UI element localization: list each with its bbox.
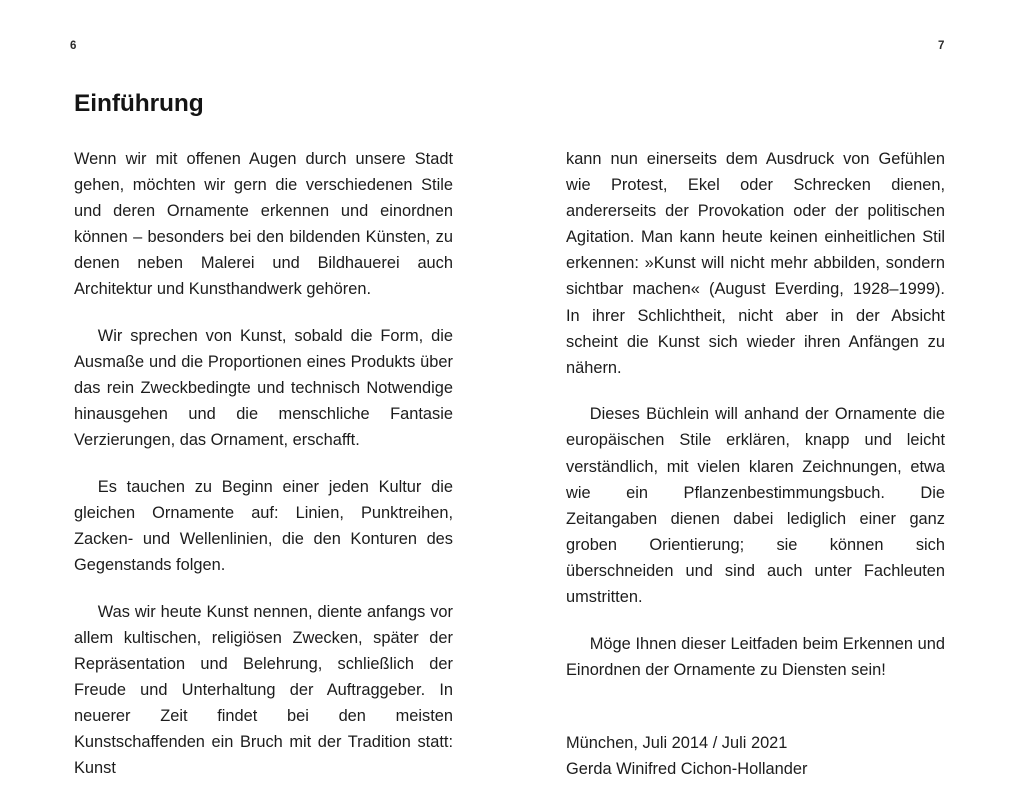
paragraph: Was wir heute Kunst nennen, diente anfangs vor allem kultischen, religiösen Zwecken, später der Repräsentation und Belehrung, schließlich der Freude und Unterhaltung der Auftraggeber. In neuerer Zeit findet bei den meisten Kunstschaffenden ein Bruch mit der Tradition statt: Kunst xyxy=(74,602,453,778)
paragraph: Dieses Büchlein will anhand der Ornamente die europäischen Stile erklären, knapp und leicht verständlich, mit vielen klaren Zeichnungen, etwa wie ein Pflanzenbestimmungsbuch. Die Zeitangaben dienen dabei lediglich einer ganz groben Orientierung; sie können sich überschneiden und sind auch unter Fachleuten umstritten. xyxy=(566,405,945,606)
signature-block xyxy=(566,730,945,782)
paragraph: Wir sprechen von Kunst, sobald die Form, die Ausmaße und die Proportionen eines Produkts über das rein Zweckbedingte und technisch Notwendige hinausgehen und die menschliche Fantasie Verzierungen, das Ornament, erschafft. xyxy=(74,327,453,450)
page-number-left: 6 xyxy=(70,40,77,52)
page-number-right: 7 xyxy=(938,40,945,52)
paragraph: Möge Ihnen dieser Leitfaden beim Erkennen und Einordnen der Ornamente zu Diensten sein! xyxy=(566,634,945,679)
paragraph: Wenn wir mit offenen Augen durch unsere Stadt gehen, möchten wir gern die verschiedenen Stile und deren Ornamente erkennen und einordnen können – besonders bei den bildenden Künsten, zu denen neben Malerei und Bildhauerei auch Architektur und Kunsthandwerk gehören. xyxy=(74,150,453,299)
right-column xyxy=(566,146,945,782)
signature-author: Gerda Winifred Cichon-Hollander xyxy=(566,759,808,778)
page-title: Einführung xyxy=(74,90,204,118)
signature-place-date: München, Juli 2014 / Juli 2021 xyxy=(566,733,788,752)
left-column xyxy=(74,146,453,782)
paragraph: Es tauchen zu Beginn einer jeden Kultur die gleichen Ornamente auf: Linien, Punktreihen, Zacken- und Wellenlinien, die den Konturen des Gegenstands folgen. xyxy=(74,478,453,575)
paragraph: kann nun einerseits dem Ausdruck von Gefühlen wie Protest, Ekel oder Schrecken dienen, andererseits der Provokation oder der politischen Agitation. Man kann heute keinen einheitlichen Stil erkennen: »Kunst will nicht mehr abbilden, sondern sichtbar machen« (August Everding, 1928–1999). In ihrer Schlichtheit, nicht aber in der Absicht scheint die Kunst sich wieder ihren Anfängen zu nähern. xyxy=(566,150,945,377)
